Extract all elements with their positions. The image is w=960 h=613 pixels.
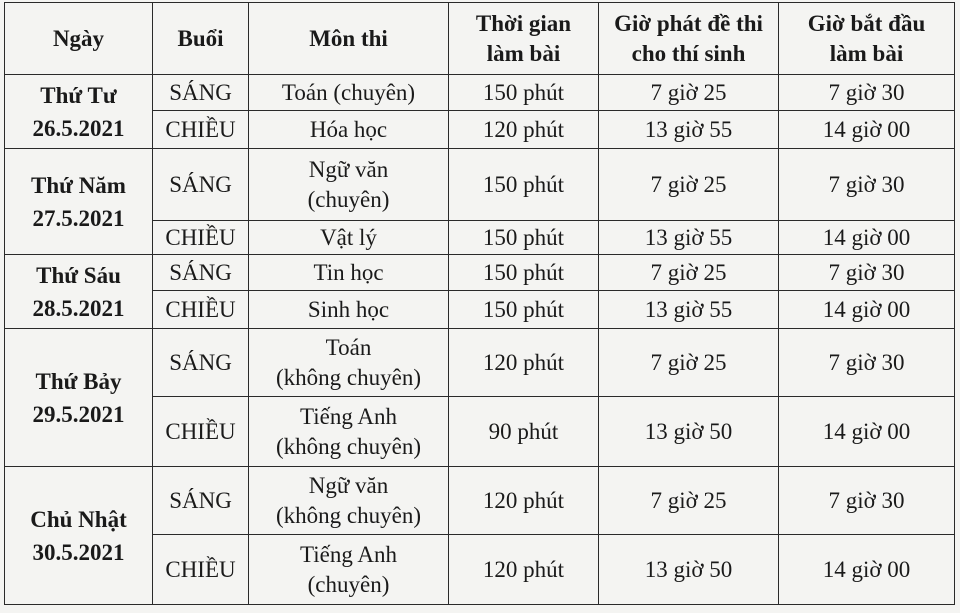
session-cell: CHIỀU (153, 397, 249, 467)
day-date: 29.5.2021 (32, 401, 125, 427)
start-time-cell: 14 giờ 00 (779, 221, 955, 255)
start-time-cell: 7 giờ 30 (779, 149, 955, 221)
subject-cell (249, 535, 449, 605)
day-name: Thứ Bảy (35, 368, 122, 394)
table-row (5, 149, 955, 221)
table-row (5, 75, 955, 111)
header-text: Giờ bắt đầu (807, 10, 926, 36)
subject-text: (chuyên) (307, 186, 390, 212)
header-thoi-gian (449, 3, 599, 75)
duration-cell: 90 phút (449, 397, 599, 467)
subject-cell (249, 111, 449, 149)
day-cell (5, 75, 153, 149)
distribute-time-cell: 13 giờ 55 (599, 111, 779, 149)
start-time-cell: 14 giờ 00 (779, 291, 955, 329)
duration-cell: 150 phút (449, 255, 599, 291)
subject-cell (249, 255, 449, 291)
subject-cell (249, 329, 449, 397)
header-buoi (153, 3, 249, 75)
header-row (5, 3, 955, 75)
header-text: Buổi (177, 25, 224, 51)
subject-text: Toán (325, 334, 372, 360)
distribute-time-cell: 13 giờ 55 (599, 221, 779, 255)
session-cell: SÁNG (153, 75, 249, 111)
subject-text: Tiếng Anh (300, 403, 397, 429)
header-ngay (5, 3, 153, 75)
subject-cell (249, 221, 449, 255)
schedule-body (5, 75, 955, 605)
subject-text: Ngữ văn (308, 472, 389, 498)
duration-cell: 150 phút (449, 221, 599, 255)
session-cell: CHIỀU (153, 291, 249, 329)
subject-cell (249, 75, 449, 111)
header-mon-thi (249, 3, 449, 75)
start-time-cell: 7 giờ 30 (779, 75, 955, 111)
session-cell: CHIỀU (153, 535, 249, 605)
day-name: Thứ Năm (31, 172, 126, 198)
header-text: cho thí sinh (631, 40, 746, 66)
distribute-time-cell: 7 giờ 25 (599, 75, 779, 111)
distribute-time-cell: 13 giờ 50 (599, 397, 779, 467)
day-cell (5, 255, 153, 329)
duration-cell: 120 phút (449, 111, 599, 149)
table-row (5, 467, 955, 535)
distribute-time-cell: 7 giờ 25 (599, 149, 779, 221)
start-time-cell: 14 giờ 00 (779, 111, 955, 149)
start-time-cell: 7 giờ 30 (779, 467, 955, 535)
distribute-time-cell: 13 giờ 55 (599, 291, 779, 329)
day-date: 26.5.2021 (32, 115, 125, 141)
subject-text: (không chuyên) (276, 364, 421, 390)
day-date: 28.5.2021 (32, 295, 125, 321)
day-cell (5, 149, 153, 255)
table-row (5, 329, 955, 397)
subject-cell (249, 397, 449, 467)
start-time-cell: 14 giờ 00 (779, 535, 955, 605)
distribute-time-cell: 7 giờ 25 (599, 467, 779, 535)
header-text: làm bài (829, 40, 904, 66)
header-text: Thời gian (475, 10, 572, 36)
duration-cell: 120 phút (449, 535, 599, 605)
session-cell: SÁNG (153, 149, 249, 221)
session-cell: SÁNG (153, 329, 249, 397)
session-cell: SÁNG (153, 467, 249, 535)
subject-text: Tin học (313, 259, 384, 285)
subject-text: (chuyên) (307, 571, 390, 597)
header-gio-bat-dau (779, 3, 955, 75)
header-text: làm bài (486, 40, 561, 66)
start-time-cell: 14 giờ 00 (779, 397, 955, 467)
duration-cell: 120 phút (449, 467, 599, 535)
day-cell (5, 329, 153, 467)
header-text: Môn thi (309, 25, 388, 51)
subject-text: Sinh học (307, 296, 390, 322)
day-date: 27.5.2021 (32, 205, 125, 231)
subject-text: Hóa học (309, 116, 388, 142)
header-text: Giờ phát đề thi (614, 10, 763, 36)
distribute-time-cell: 7 giờ 25 (599, 255, 779, 291)
duration-cell: 120 phút (449, 329, 599, 397)
distribute-time-cell: 13 giờ 50 (599, 535, 779, 605)
start-time-cell: 7 giờ 30 (779, 255, 955, 291)
distribute-time-cell: 7 giờ 25 (599, 329, 779, 397)
subject-text: Tiếng Anh (300, 541, 397, 567)
subject-cell (249, 149, 449, 221)
subject-cell (249, 291, 449, 329)
header-text: Ngày (52, 25, 105, 51)
session-cell: CHIỀU (153, 111, 249, 149)
day-name: Thứ Sáu (36, 262, 121, 288)
subject-text: Ngữ văn (308, 156, 389, 182)
exam-schedule-table (4, 2, 955, 605)
day-date: 30.5.2021 (32, 539, 125, 565)
day-name: Thứ Tư (40, 82, 117, 108)
day-name: Chủ Nhật (30, 506, 127, 532)
session-cell: SÁNG (153, 255, 249, 291)
duration-cell: 150 phút (449, 75, 599, 111)
subject-text: Toán (chuyên) (281, 79, 416, 105)
subject-text: (không chuyên) (276, 433, 421, 459)
header-gio-phat-de (599, 3, 779, 75)
subject-text: Vật lý (320, 224, 377, 250)
subject-cell (249, 467, 449, 535)
duration-cell: 150 phút (449, 291, 599, 329)
duration-cell: 150 phút (449, 149, 599, 221)
session-cell: CHIỀU (153, 221, 249, 255)
subject-text: (không chuyên) (276, 502, 421, 528)
day-cell (5, 467, 153, 605)
table-row (5, 255, 955, 291)
start-time-cell: 7 giờ 30 (779, 329, 955, 397)
